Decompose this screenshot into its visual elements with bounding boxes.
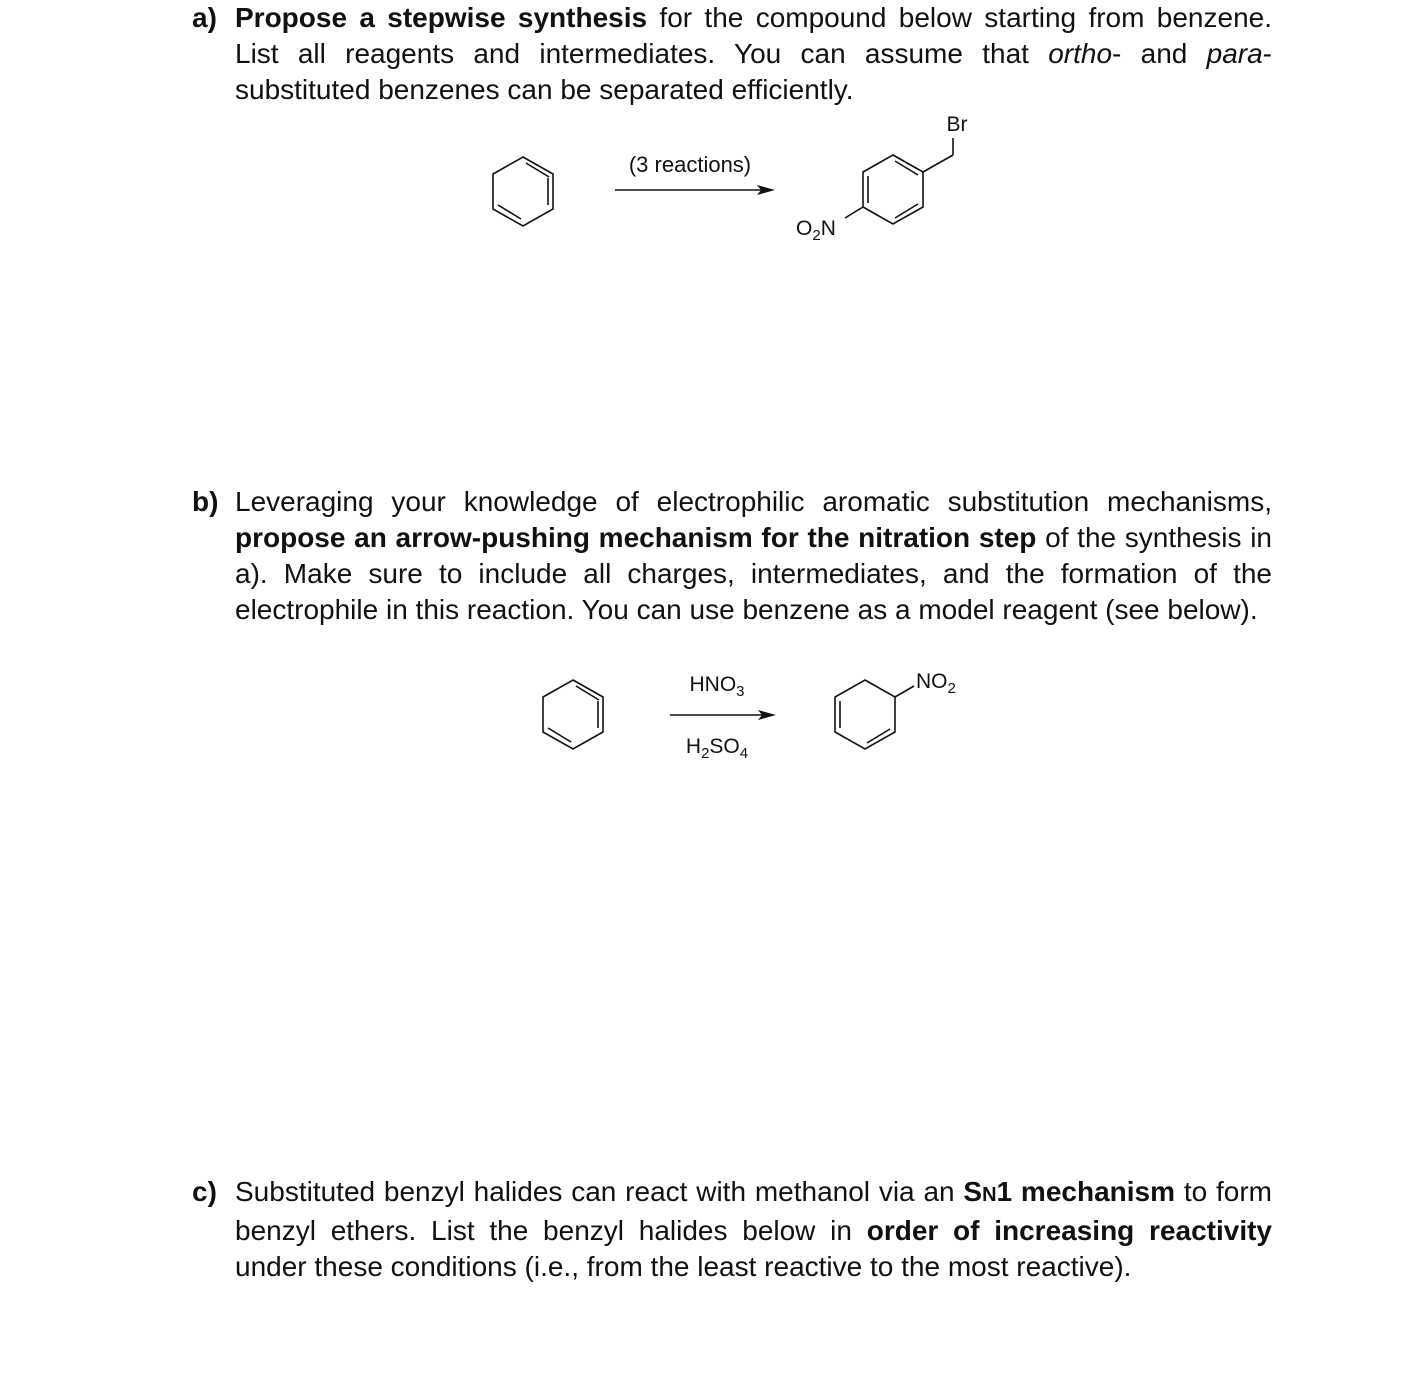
question-c-label: c) xyxy=(192,1176,217,1207)
benzene-model xyxy=(543,680,603,749)
question-b-text-2: of the synthesis in a). Make sure to include all charges, intermediates, and the formation of the electrophile in this reaction. You can use benzene as a model reagent (see below). xyxy=(235,522,1273,625)
question-c-text xyxy=(235,1174,1272,1285)
nitrobenzene xyxy=(835,680,914,749)
question-c xyxy=(192,1174,1272,1285)
question-b-text xyxy=(235,484,1272,628)
question-c-text-1: Substituted benzyl halides can react with methanol via an xyxy=(235,1176,964,1207)
reagent-h2so4: $H_2SO_4$ xyxy=(685,735,749,762)
question-a-text-3: -substituted benzenes can be separated efficiently. xyxy=(235,38,1272,105)
sn1-term: SN1 mechanism xyxy=(963,1176,1176,1207)
question-c-text-3: under these conditions (i.e., from the least reactive to the most reactive). xyxy=(235,1251,1132,1282)
scheme-a xyxy=(0,0,1417,260)
question-c-bold: order of increasing reactivity xyxy=(866,1215,1273,1246)
bromine-label: Br xyxy=(946,113,968,136)
arrow-label-a: (3 reactions) xyxy=(628,152,752,177)
question-a-bold: Propose a stepwise synthesis xyxy=(235,2,648,33)
nitro-group-label-b: $NO_2$ xyxy=(916,670,956,697)
nitrobenzyl-bromide xyxy=(845,138,953,224)
reaction-arrow-a xyxy=(615,185,775,195)
question-b-text-1: Leveraging your knowledge of electrophilic aromatic substitution mechanisms, xyxy=(235,486,1272,517)
question-a-text-1: for the compound below starting from benzene. List all reagents and intermediates. You can assume that xyxy=(235,2,1272,69)
nitro-group-label-a: $O_2N$ xyxy=(796,217,836,244)
question-b-bold: propose an arrow-pushing mechanism for the nitration step xyxy=(235,522,1037,553)
reaction-arrow-b xyxy=(670,710,776,720)
question-a-label: a) xyxy=(192,2,217,33)
reagent-hno3: $HNO_3$ xyxy=(689,673,745,700)
ortho-term: ortho xyxy=(1048,38,1113,69)
question-b xyxy=(192,484,1272,628)
question-a-text-2: - and xyxy=(1112,38,1207,69)
question-b-label: b) xyxy=(192,486,219,517)
scheme-b xyxy=(0,660,1417,780)
benzene-start xyxy=(493,157,553,226)
question-c-text-2: to form benzyl ethers. List the benzyl halides below in xyxy=(235,1176,1272,1246)
para-term: para xyxy=(1206,38,1263,69)
